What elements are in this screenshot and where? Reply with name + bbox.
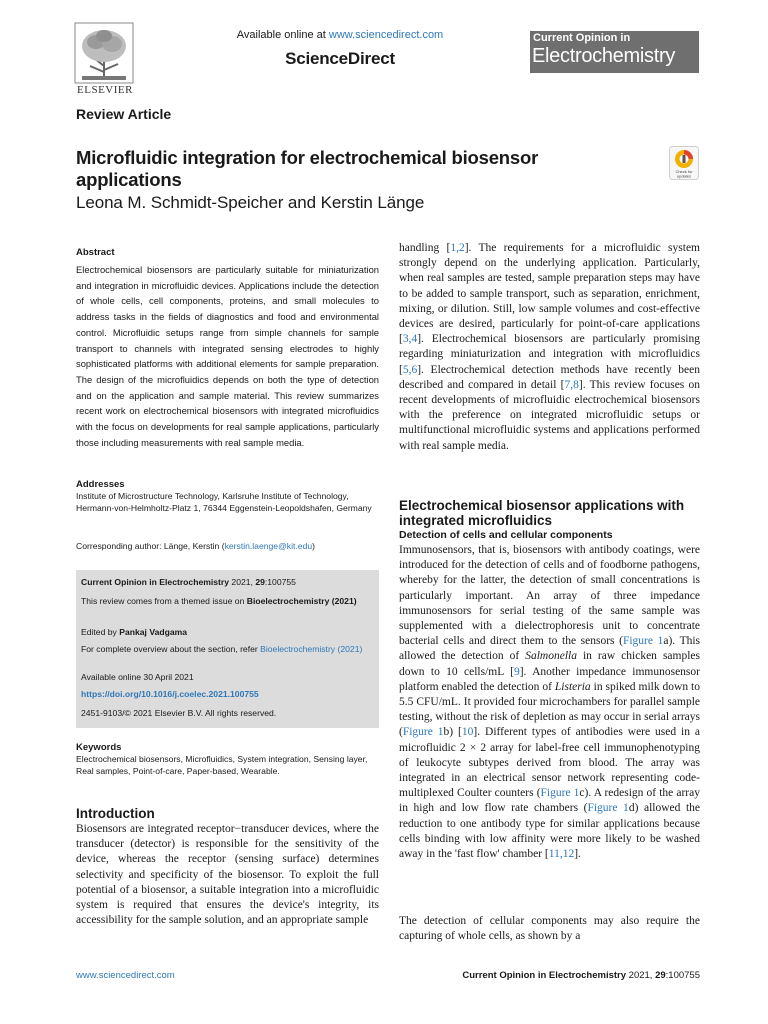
keywords-text: Electrochemical biosensors, Microfluidics, System integration, Sensing layer, Real samples, Point-of-care, Paper-based, Wearable.: [76, 754, 368, 776]
reference-link[interactable]: 3,4: [402, 333, 418, 346]
reference-link[interactable]: 10: [461, 726, 474, 739]
doi-link[interactable]: https://doi.org/10.1016/j.coelec.2021.100755: [81, 689, 259, 699]
subsection-heading: Detection of cells and cellular components: [399, 529, 613, 541]
availability-line: Available online at www.sciencedirect.com: [236, 29, 444, 41]
footer-sciencedirect-link[interactable]: www.sciencedirect.com: [76, 970, 175, 981]
article-title: Microfluidic integration for electrochemical biosensor applications: [76, 147, 539, 190]
abstract-text: Electrochemical biosensors are particularly suitable for miniaturization and integration in microfluidic devices. Applications include the detection of whole cells, cell components, proteins, and small molecules to address tasks in the fields of diagnostics and food and environmental control. Microfluidic setups range from simple channels for sample transport to channels with integrated sensing electrodes to highly sophisticated platforms with additional elements for sample preparation. The design of the microfluidics depends on both the type of detection and on the application and sample material. This review summarizes recent work on electrochemical biosensors with integrated microfluidics with the focus on developments for real sample applications, particularly those including measurements with real sample media.: [76, 264, 379, 448]
reference-link[interactable]: 1,2: [450, 242, 465, 254]
info-journal-citation: Current Opinion in Electrochemistry 2021, 29:100755: [81, 577, 296, 587]
body-paragraph: The detection of cellular components may also require the capturing of whole cells, as shown by a: [399, 915, 700, 943]
keywords-heading: Keywords: [76, 742, 122, 753]
check-for-updates-badge[interactable]: [669, 146, 699, 180]
reference-link[interactable]: 7,8: [564, 378, 579, 391]
body-paragraph: Immunosensors, that is, biosensors with antibody coatings, were introduced for the detection of cells and of foodborne pathogens, whereby for the latter, the detection of small concentrations is particularly important. An array of three impedance immunosensors for serial testing of the same sample was supplemented with a dielectrophoresis unit to concentrate bacterial cells and direct them to the sensors (Figure 1a). This allowed the detection of Salmonella in raw chicken samples down to 10 cells/mL [9]. Another impedance immunosensor platform enabled the detection of Listeria in spiked milk down to 5.5 CFU/mL. It provided four microchambers for parallel sample testing, without the risk of depletion as may occur in serial arrays (Figure 1b) [10]. Different types of antibodies were used in a microfluidic 2 × 2 array for label-free cell immunophenotyping of leukocyte subtypes derived from blood. The array was integrated in an electrical sensor network representing code-multiplexed Coulter counters (Figure 1c). A redesign of the array in high and low flow rate chambers (Figure 1d) allowed the reduction to one antibody type for similar applications because cells binding with low affinity were more likely to be washed away in the 'fast flow' chamber [11,12].: [399, 544, 701, 861]
section-overview-link[interactable]: Bioelectrochemistry (2021): [260, 644, 363, 654]
journal-banner-large: Electrochemistry: [532, 45, 676, 67]
figure-link[interactable]: Figure 1: [402, 726, 444, 739]
svg-text:updates: updates: [676, 173, 692, 179]
addresses-heading: Addresses: [76, 479, 125, 490]
article-authors: Leona M. Schmidt-Speicher and Kerstin Länge: [76, 193, 425, 212]
reference-link[interactable]: 11,12: [548, 848, 575, 861]
article-info-box: [76, 570, 379, 728]
info-copyright: 2451-9103/© 2021 Elsevier B.V. All rights reserved.: [81, 708, 277, 718]
publisher-wordmark: ELSEVIER: [77, 84, 133, 96]
figure-link[interactable]: Figure 1: [622, 635, 664, 648]
platform-name: ScienceDirect: [285, 49, 395, 68]
reference-link[interactable]: 9: [513, 665, 520, 678]
journal-banner-small: Current Opinion in: [533, 32, 631, 44]
introduction-text: Biosensors are integrated receptor−transducer devices, where the transducer (detector) is responsible for the sensitivity of the device, whereas the receptor (sensing surface) determines selectivity and specificity of the biosensor. To exploit the full potential of a biosensor, a suitable integration into a microfluidic system is required that ensures the device's integrity, its accessibility for the sample solution, and an appropriate sample: [76, 823, 379, 927]
svg-text:Check for: Check for: [675, 169, 693, 174]
info-themed-issue: This review comes from a themed issue on Bioelectrochemistry (2021): [81, 596, 357, 606]
author-email-link[interactable]: kerstin.laenge@kit.edu: [224, 541, 313, 551]
body-paragraph: handling [1,2]. The requirements for a microfluidic system strongly depend on the underlying application. Particularly, when real samples are tested, sample preparation steps may have to be added to sample transport, such as separation, enrichment, mixing, or dilution. Still, low sample volumes and cost-effective devices are desired, particularly for point-of-care applications [3,4]. Electrochemical biosensors are particularly promising regarding miniaturization and integration with microfluidics [5,6]. Electrochemical detection methods have recently been described and compared in detail [7,8]. This review focuses on recent developments of microfluidic electrochemical biosensors with the preference on integrated microfluidic setups or multifunctional microfluidic systems and applications performed with real sample media.: [399, 242, 701, 452]
addresses-text: Institute of Microstructure Technology, Karlsruhe Institute of Technology, Hermann-von-Helmholtz-Platz 1, 76344 Eggenstein-Leopoldshafen, Germany: [76, 491, 372, 513]
figure-link[interactable]: Figure 1: [540, 787, 580, 800]
abstract-heading: Abstract: [76, 247, 115, 258]
section-heading: Electrochemical biosensor applications with integrated microfluidics: [399, 498, 685, 528]
footer-citation: Current Opinion in Electrochemistry 2021, 29:100755: [462, 970, 700, 981]
info-section-overview: For complete overview about the section, refer Bioelectrochemistry (2021): [81, 644, 363, 654]
info-available-online: Available online 30 April 2021: [81, 672, 194, 682]
article-type-label: Review Article: [76, 106, 172, 122]
sciencedirect-link[interactable]: www.sciencedirect.com: [328, 29, 444, 41]
journal-banner: [530, 31, 699, 73]
info-editor: Edited by Pankaj Vadgama: [81, 627, 188, 637]
figure-link[interactable]: Figure 1: [587, 802, 629, 815]
introduction-heading: Introduction: [76, 806, 155, 821]
reference-link[interactable]: 5,6: [402, 363, 418, 376]
corresponding-author: Corresponding author: Länge, Kerstin (kerstin.laenge@kit.edu): [76, 541, 316, 551]
